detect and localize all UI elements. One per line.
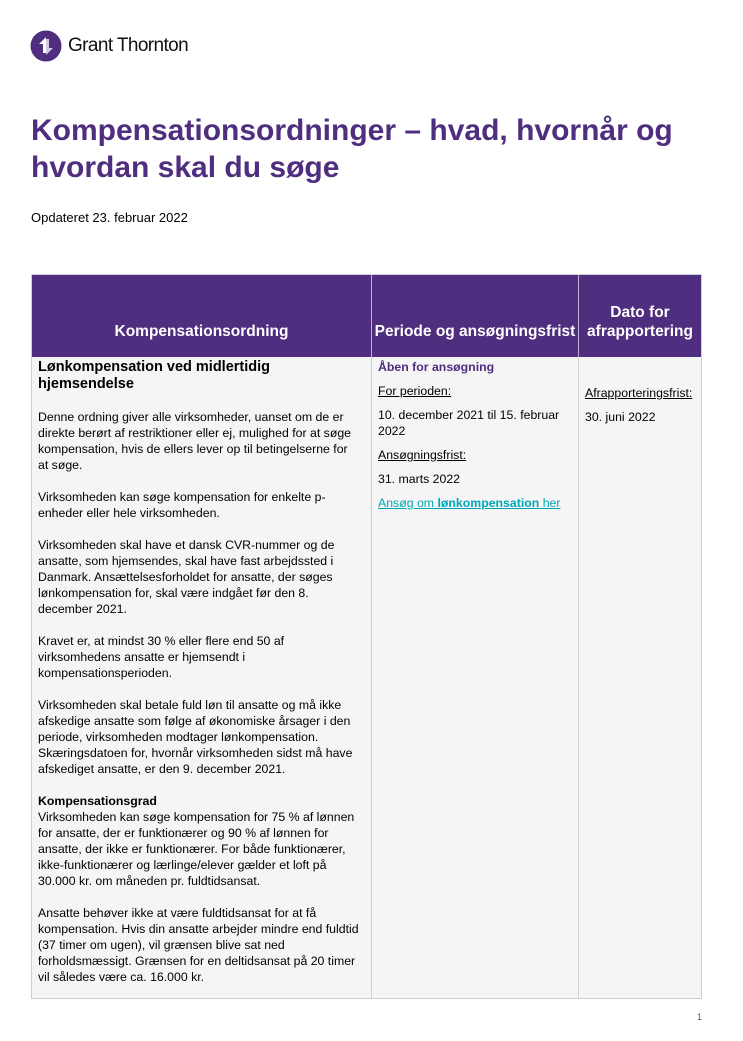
scheme-paragraph: Ansatte behøver ikke at være fuldtidsansat for at få kompensation. Hvis din ansatte arbejder mindre end fuldtid (37 timer om ugen), vil grænsen blive sat ned forholdsmæssigt. Grænsen for en deltidsansat på 20 timer vil således være ca. 16.000 kr. [38,906,359,984]
table-header [32,275,701,357]
scheme-title: Lønkompensation ved midlertidig hjemsendelse [38,359,271,392]
deadline-value: 31. marts 2022 [378,472,461,486]
page-title: Kompensationsordninger – hvad, hvornår og hvordan skal du søge [31,114,673,184]
scheme-subheading: Kompensationsgrad [38,794,157,808]
compensation-table [31,274,702,999]
page-number: 1 [697,1012,703,1022]
deadline-label: Ansøgningsfrist: [378,448,467,462]
apply-link[interactable] [378,496,560,510]
scheme-paragraph: Kravet er, at mindst 30 % eller flere end 50 af virksomhedens ansatte er hjemsendt i kompensationsperioden. [38,634,285,680]
period-value: 10. december 2021 til 15. februar 2022 [378,408,560,438]
scheme-paragraph: Virksomheden kan søge kompensation for enkelte p-enheder eller hele virksomheden. [38,490,326,520]
table-row [32,357,701,998]
scheme-cell [32,357,372,998]
brand-name: Grant Thornton [68,35,189,56]
apply-link-bold: lønkompensation [437,496,540,510]
period-cell [372,357,579,998]
scheme-paragraph: Virksomheden skal betale fuld løn til ansatte og må ikke afskedige ansatte som følge af økonomiske årsager i den periode, virksomheden modtager lønkompensation. Skæringsdatoen for, hvornår virksomheden sidst må have afskediget ansatte, er den 9. december 2021. [38,698,353,776]
reporting-cell [579,357,701,998]
scheme-paragraph: Virksomheden skal have et dansk CVR-nummer og de ansatte, som hjemsendes, skal have fast arbejdssted i Danmark. Ansættelsesforholdet for ansatte, der søges lønkompensation for, skal være indgået før den 8. december 2021. [38,538,335,616]
apply-link-pre: Ansøg om [378,496,438,510]
updated-date: Opdateret 23. februar 2022 [31,210,188,225]
scheme-paragraph: Denne ordning giver alle virksomheder, uanset om de er direkte berørt af restriktioner eller ej, mulighed for at søge kompensation, hvis de ellers lever op til betingelserne for at søge. [38,410,352,472]
reporting-label: Afrapporteringsfrist: [585,386,693,400]
column-header-reporting: Dato for afrapportering [587,304,693,340]
column-header-period: Periode og ansøgningsfrist [372,275,579,357]
grant-thornton-logo-icon [30,30,62,62]
apply-link-post: her [539,496,561,510]
scheme-paragraph: Virksomheden kan søge kompensation for 75 % af lønnen for ansatte, der er funktionærer og 90 % af lønnen for ansatte, der ikke er funktionærer. For både funktionærer, ikke-funktionærer og lærlinge/elever gælder et loft på 30.000 kr. om måneden pr. fuldtidsansat. [38,810,355,888]
reporting-value: 30. juni 2022 [585,410,656,424]
brand-logo [30,30,188,62]
column-header-scheme: Kompensationsordning [32,275,372,357]
status-label: Åben for ansøgning [378,360,495,374]
period-label: For perioden: [378,384,452,398]
